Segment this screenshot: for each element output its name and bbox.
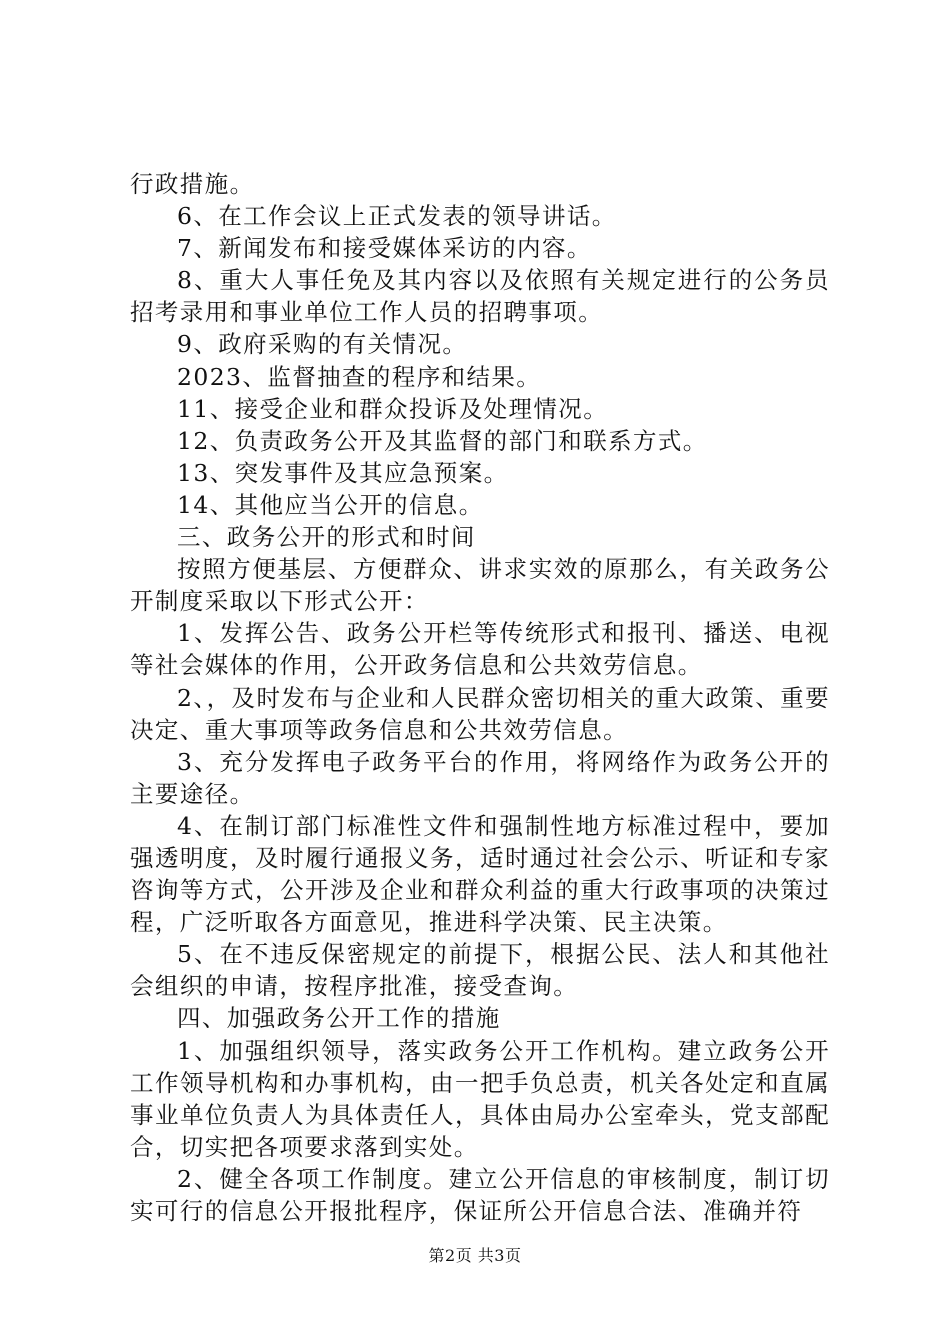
paragraph: 2023、监督抽查的程序和结果。 xyxy=(177,362,542,391)
paragraph: 1、加强组织领导，落实政务公开工作机构。建立政务公开工作领导机构和办事机构，由一把手负总责，机关各处定和直属事业单位负责人为具体责任人，具体由局办公室牵头，党支部配合，切实把各项要求落到实处。 xyxy=(130,1036,830,1161)
paragraph: 11、接受企业和群众投诉及处理情况。 xyxy=(177,394,609,423)
paragraph: 4、在制订部门标准性文件和强制性地方标准过程中，要加强透明度，及时履行通报义务，适时通过社会公示、听证和专家咨询等方式，公开涉及企业和群众利益的重大行政事项的决策过程，广泛听取各方面意见，推进科学决策、民主决策。 xyxy=(130,811,830,937)
page-footer xyxy=(0,1246,950,1266)
paragraph: 13、突发事件及其应急预案。 xyxy=(177,458,509,487)
paragraph: 1、发挥公告、政务公开栏等传统形式和报刊、播送、电视等社会媒体的作用，公开政务信息和公共效劳信息。 xyxy=(130,619,830,680)
paragraph: 行政措施。 xyxy=(130,170,255,198)
paragraph: 2、健全各项工作制度。建立公开信息的审核制度，制订切实可行的信息公开报批程序，保证所公开信息合法、准确并符 xyxy=(130,1164,830,1225)
paragraph: 8、重大人事任免及其内容以及依照有关规定进行的公务员招考录用和事业单位工作人员的招聘事项。 xyxy=(130,266,830,327)
page-number-label: 第2页 共3页 xyxy=(428,1246,522,1265)
paragraph: 3、充分发挥电子政务平台的作用，将网络作为政务公开的主要途径。 xyxy=(130,747,830,808)
paragraph: 2、，及时发布与企业和人民群众密切相关的重大政策、重要决定、重大事项等政务信息和公共效劳信息。 xyxy=(130,683,830,744)
paragraph: 9、政府采购的有关情况。 xyxy=(177,330,468,359)
paragraph: 12、负责政务公开及其监督的部门和联系方式。 xyxy=(177,426,708,455)
document-body xyxy=(130,168,830,1227)
paragraph: 按照方便基层、方便群众、讲求实效的原那么，有关政务公开制度采取以下形式公开： xyxy=(130,555,830,616)
paragraph: 6、在工作会议上正式发表的领导讲话。 xyxy=(177,202,617,231)
section-heading: 三、政务公开的形式和时间 xyxy=(177,523,476,552)
paragraph: 7、新闻发布和接受媒体采访的内容。 xyxy=(177,234,592,263)
section-heading: 四、加强政务公开工作的措施 xyxy=(177,1004,501,1033)
paragraph: 14、其他应当公开的信息。 xyxy=(177,490,484,519)
paragraph: 5、在不违反保密规定的前提下，根据公民、法人和其他社会组织的申请，按程序批准，接受查询。 xyxy=(130,940,830,1001)
